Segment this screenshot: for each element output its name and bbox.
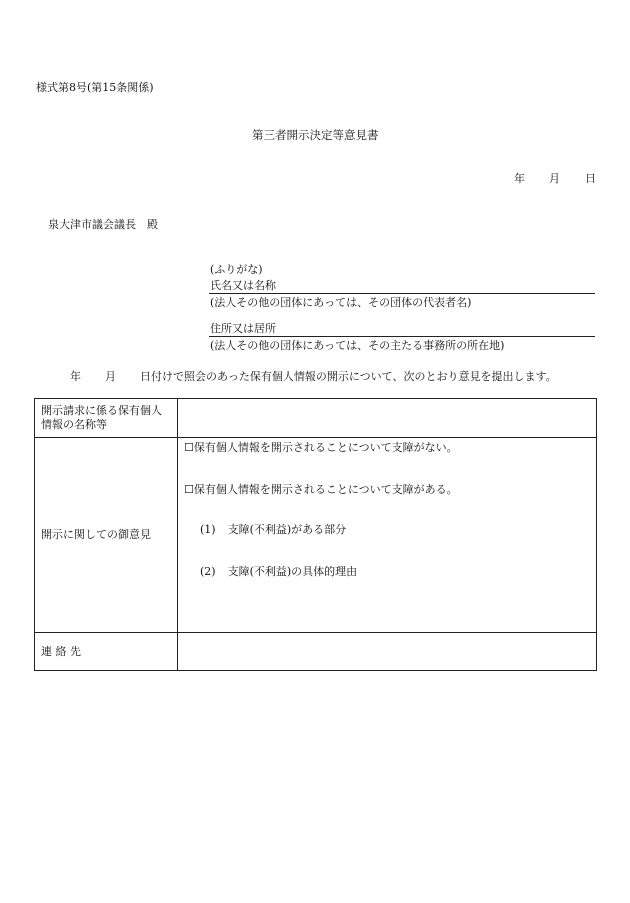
table-row-document-name bbox=[35, 399, 597, 438]
date-year: 年 bbox=[514, 172, 525, 185]
address-underline bbox=[209, 336, 595, 337]
address-label: 住所又は居所 bbox=[210, 322, 276, 335]
name-label: 氏名又は名称 bbox=[210, 279, 276, 292]
row-label-contact: 連 絡 先 bbox=[35, 633, 178, 671]
opinion-field[interactable] bbox=[178, 438, 597, 633]
statement-text: 日付けで照会のあった保有個人情報の開示について、次のとおり意見を提出します。 bbox=[140, 370, 557, 383]
checkbox-no-objection-icon[interactable]: ☐ bbox=[184, 441, 194, 454]
document-name-field[interactable] bbox=[178, 399, 597, 438]
contact-field[interactable] bbox=[178, 633, 597, 671]
form-number: 様式第8号(第15条関係) bbox=[36, 81, 154, 94]
name-underline bbox=[209, 293, 595, 294]
name-note: (法人その他の団体にあっては、その団体の代表者名) bbox=[210, 296, 472, 309]
row-label-opinion: 開示に関しての御意見 bbox=[35, 438, 178, 633]
table-row-opinion bbox=[35, 438, 597, 633]
date-day: 日 bbox=[585, 172, 596, 185]
table-row-contact bbox=[35, 633, 597, 671]
statement-year: 年 bbox=[70, 370, 81, 383]
row-label-document-name: 開示請求に係る保有個人情報の名称等 bbox=[35, 399, 178, 438]
option-no-objection[interactable]: ☐保有個人情報を開示されることについて支障がない。 bbox=[184, 441, 458, 454]
furigana-label: (ふりがな) bbox=[210, 263, 263, 276]
opinion-table bbox=[34, 398, 597, 671]
date-month: 月 bbox=[549, 172, 560, 185]
address-note: (法人その他の団体にあっては、その主たる事務所の所在地) bbox=[210, 339, 505, 352]
objection-item-1: (1) 支障(不利益)がある部分 bbox=[200, 523, 347, 536]
checkbox-objection-icon[interactable]: ☐ bbox=[184, 483, 194, 496]
option-objection[interactable]: ☐保有個人情報を開示されることについて支障がある。 bbox=[184, 483, 458, 496]
statement-month: 月 bbox=[105, 370, 116, 383]
objection-item-2: (2) 支障(不利益)の具体的理由 bbox=[200, 565, 358, 578]
document-title: 第三者開示決定等意見書 bbox=[252, 128, 379, 142]
addressee: 泉大津市議会議長 殿 bbox=[48, 218, 158, 231]
